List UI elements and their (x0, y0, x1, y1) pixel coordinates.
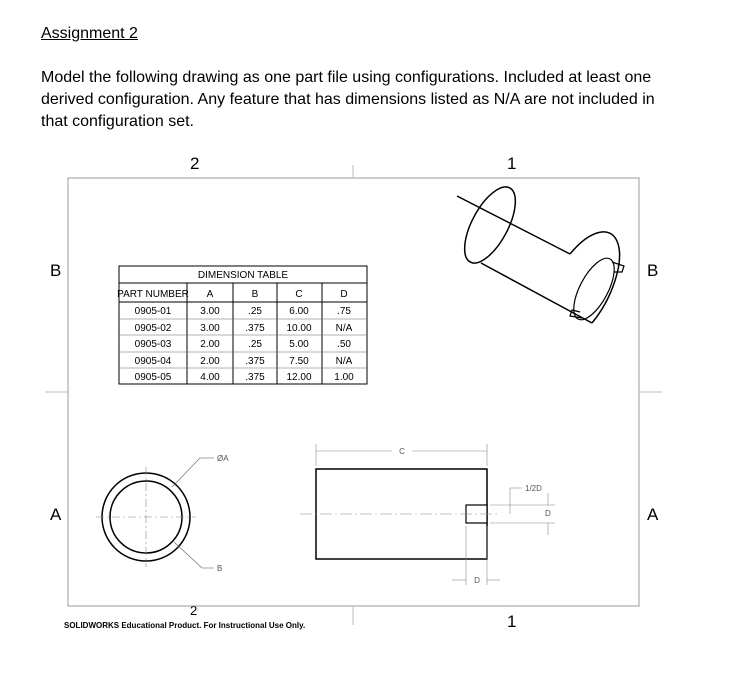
front-circle-view (96, 454, 229, 573)
zone-row-bottom-right: A (647, 505, 659, 524)
table-cell: N/A (335, 356, 353, 367)
table-cell: .375 (245, 323, 265, 334)
table-cell: .50 (337, 339, 351, 350)
assignment-instructions: Model the following drawing as one part file using configurations. Included at least one derived configuration. Any feature that has dimensions listed as N/A are not included in that configuration set. (41, 69, 655, 130)
half-d-label: 1/2D (525, 484, 542, 493)
table-cell: 7.50 (289, 356, 309, 367)
table-cell: 4.00 (200, 372, 220, 383)
table-cell: .375 (245, 356, 265, 367)
dimension-table (117, 266, 367, 384)
isometric-tube-view (454, 179, 624, 325)
zone-row-top-left: B (50, 261, 62, 280)
table-cell: .75 (337, 306, 351, 317)
table-cell: 1.00 (334, 372, 354, 383)
dia-a-label: ØA (217, 454, 229, 463)
table-cell: 3.00 (200, 323, 220, 334)
zone-col-right: 1 (507, 154, 517, 173)
table-cell: 0905-02 (134, 323, 172, 334)
zone-row-bottom-left: A (50, 505, 62, 524)
b-label: B (217, 564, 223, 573)
zone-ticks (45, 165, 662, 625)
table-cell: 12.00 (286, 372, 312, 383)
zone-col-left: 2 (190, 154, 200, 173)
sheet-border (68, 178, 639, 606)
table-cell: 0905-04 (134, 356, 172, 367)
table-cell: 0905-03 (134, 339, 172, 350)
table-cell: N/A (335, 323, 353, 334)
table-header: PART NUMBER (117, 289, 189, 300)
c-label: C (399, 447, 405, 456)
d-bottom-label: D (474, 576, 480, 585)
d-right-label: D (545, 509, 551, 518)
side-rect-view (300, 444, 555, 585)
table-cell: .375 (245, 372, 265, 383)
table-cell: 5.00 (289, 339, 309, 350)
table-cell: 6.00 (289, 306, 309, 317)
table-header: D (340, 289, 348, 300)
table-cell: 0905-05 (134, 372, 172, 383)
table-header: A (206, 289, 214, 300)
dimension-table-title: DIMENSION TABLE (197, 270, 289, 281)
table-cell: 0905-01 (134, 306, 172, 317)
solidworks-notice: SOLIDWORKS Educational Product. For Instructional Use Only. (64, 621, 306, 630)
zone-col-left-bottom: 2 (190, 603, 198, 618)
table-header: C (295, 289, 303, 300)
zone-col-right-bottom: 1 (507, 612, 517, 631)
assignment-title: Assignment 2 (41, 25, 138, 42)
zone-row-top-right: B (647, 261, 659, 280)
table-cell: .25 (248, 339, 262, 350)
table-cell: 3.00 (200, 306, 220, 317)
table-cell: 2.00 (200, 339, 220, 350)
table-cell: .25 (248, 306, 262, 317)
table-header: B (251, 289, 259, 300)
table-cell: 2.00 (200, 356, 220, 367)
table-cell: 10.00 (286, 323, 312, 334)
